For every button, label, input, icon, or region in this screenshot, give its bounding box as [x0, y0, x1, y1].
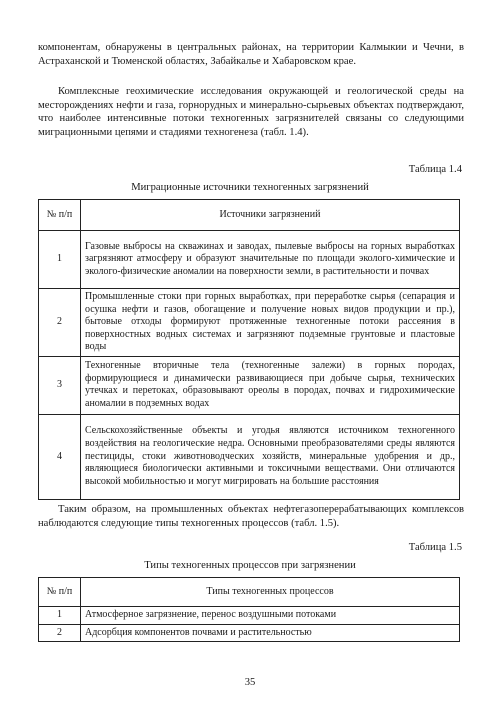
- table-row: [39, 231, 460, 289]
- table-1-4-title: Миграционные источники техногенных загрязнений: [131, 182, 369, 193]
- row-num-cell: 2: [39, 624, 81, 642]
- page-number: 35: [244, 677, 256, 688]
- row-text-cell: Адсорбция компонентов почвами и растительностью: [81, 624, 460, 642]
- row-num-cell: 1: [39, 231, 81, 289]
- header-source-cell: Источники загрязнений: [81, 200, 460, 231]
- body-paragraph-2: Комплексные геохимические исследования окружающей и геологической среды на месторождениях нефти и газа, горнорудных и минерально-сырьевых объектах подтверждают, что наиболее интенсивные потоки техногенных загрязнителей связаны со следующими миграционными цепями и стадиями техногенеза (табл. 1.4).: [38, 86, 464, 138]
- table-header-row: [39, 578, 460, 607]
- table-row: [39, 624, 460, 642]
- table-row: [39, 356, 460, 414]
- table-1-4: [38, 199, 460, 500]
- table-header-row: [39, 200, 460, 231]
- table-row: [39, 414, 460, 499]
- body-paragraph-3: Таким образом, на промышленных объектах нефтегазоперерабатывающих комплексов наблюдаются следующие типы техногенных процессов (табл. 1.5).: [38, 504, 464, 529]
- table-row: [39, 607, 460, 625]
- table-1-4-number: Таблица 1.4: [408, 164, 462, 175]
- row-text-cell: Газовые выбросы на скважинах и заводах, пылевые выбросы на горных выработках загрязняют атмосферу и образуют значительные по площади эколого-химические и эколого-физические аномалии на поверхности земли, в растительности и почвах: [81, 231, 460, 289]
- table-1-5-title: Типы техногенных процессов при загрязнении: [144, 560, 356, 571]
- header-type-cell: Типы техногенных процессов: [81, 578, 460, 607]
- intro-paragraph: компонентам, обнаружены в центральных районах, на территории Калмыкии и Чечни, в Астраханской и Тюменской областях, Забайкалье и Хабаровском крае.: [38, 42, 464, 67]
- header-num-cell: № п/п: [39, 578, 81, 607]
- row-text-cell: Сельскохозяйственные объекты и угодья являются источником техногенного воздействия на геологические недра. Основными преобразователями среды являются пестициды, стоки животноводческих хозяйств, минеральные удобрения и др., являющиеся биологически активными и токсичными веществами. Они отличаются высокой мобильностью и могут мигрировать на большие расстояния: [81, 414, 460, 499]
- row-num-cell: 4: [39, 414, 81, 499]
- header-num-cell: № п/п: [39, 200, 81, 231]
- row-text-cell: Промышленные стоки при горных выработках, при переработке сырья (сепарация и осушка нефти и газов, обогащение и получение новых видов продукции и пр.), бытовые отходы формируют протяженные техногенные потоки рассеяния в поверхностных водных системах и загрязняют подземные грунтовые и пластовые воды: [81, 289, 460, 357]
- row-num-cell: 1: [39, 607, 81, 625]
- row-num-cell: 3: [39, 356, 81, 414]
- row-text-cell: Техногенные вторичные тела (техногенные залежи) в горных породах, формирующиеся и динамически развивающиеся при добыче сырья, технических утечках и перетоках, образовывают ореолы в породах, почвах и гидрохимические аномалии в подземных водах: [81, 356, 460, 414]
- table-1-5: [38, 577, 460, 642]
- table-1-5-number: Таблица 1.5: [408, 542, 462, 553]
- table-row: [39, 289, 460, 357]
- row-num-cell: 2: [39, 289, 81, 357]
- row-text-cell: Атмосферное загрязнение, перенос воздушными потоками: [81, 607, 460, 625]
